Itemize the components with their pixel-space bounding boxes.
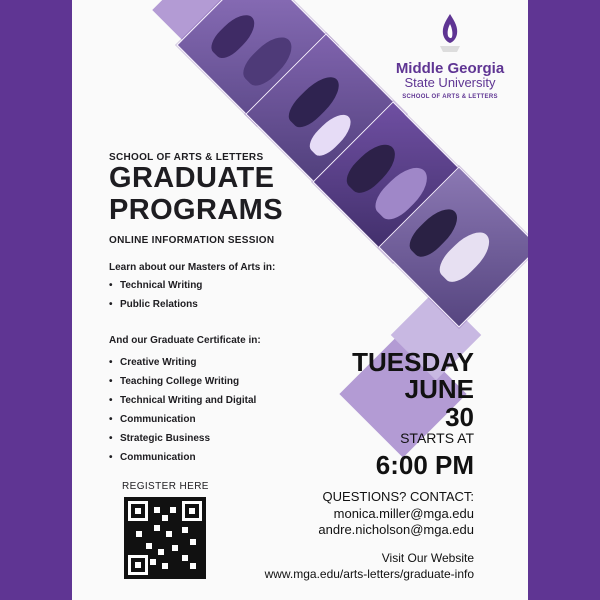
school-label: SCHOOL OF ARTS & LETTERS <box>109 152 264 163</box>
contact-email-1[interactable]: monica.miller@mga.edu <box>333 506 474 521</box>
university-logo <box>390 12 510 100</box>
list-item: • Technical Writing and Digital <box>109 391 256 410</box>
list-item: • Creative Writing <box>109 353 256 372</box>
list-item: • Public Relations <box>109 295 202 314</box>
list-item: • Technical Writing <box>109 276 202 295</box>
title-line2: PROGRAMS <box>109 194 283 226</box>
logo-school: SCHOOL OF ARTS & LETTERS <box>402 94 498 100</box>
flame-icon <box>435 12 465 54</box>
starts-at-label: STARTS AT <box>400 430 474 446</box>
masters-intro: Learn about our Masters of Arts in: <box>109 262 276 273</box>
contact-label: QUESTIONS? CONTACT: <box>322 489 474 504</box>
event-month: JUNE <box>404 374 474 404</box>
certificate-intro: And our Graduate Certificate in: <box>109 335 261 346</box>
event-time: 6:00 PM <box>375 450 474 480</box>
list-item: • Communication <box>109 410 256 429</box>
session-label: ONLINE INFORMATION SESSION <box>109 235 275 246</box>
flyer-sheet <box>72 0 528 600</box>
logo-name: Middle Georgia <box>395 60 505 77</box>
register-label: REGISTER HERE <box>122 481 209 492</box>
contact-email-2[interactable]: andre.nicholson@mga.edu <box>318 522 474 537</box>
certificate-list <box>109 353 256 467</box>
list-item: • Teaching College Writing <box>109 372 256 391</box>
title-line1: GRADUATE <box>109 162 275 194</box>
qr-code-icon[interactable] <box>124 497 206 579</box>
website-url[interactable]: www.mga.edu/arts-letters/graduate-info <box>264 567 474 581</box>
masters-list <box>109 276 202 314</box>
event-day: TUESDAY <box>352 347 474 377</box>
website-label: Visit Our Website <box>381 551 474 565</box>
event-date: 30 <box>445 402 474 432</box>
logo-subtitle: State University <box>404 75 496 90</box>
list-item: • Communication <box>109 448 256 467</box>
list-item: • Strategic Business <box>109 429 256 448</box>
